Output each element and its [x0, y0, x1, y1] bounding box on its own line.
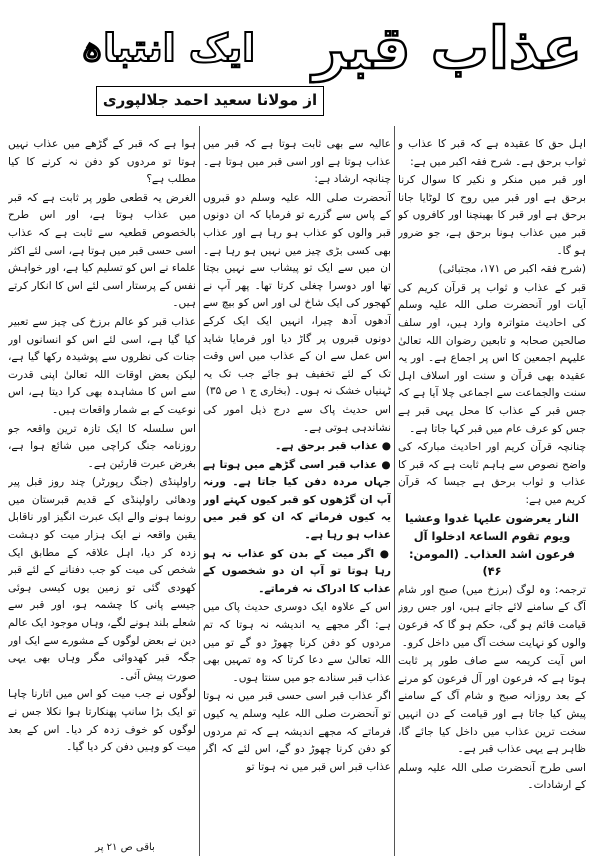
paragraph: چنانچہ قرآن کریم اور احادیث مبارکہ کی واضح نصوص سے ہاہم ثابت ہے کہ قبر کا عذاب و ثواب برحق ہے جیسا کہ قرآن کریم میں ہے: — [398, 441, 586, 506]
bullet-point: ● عذاب قبر برحق ہے۔ — [275, 440, 391, 453]
paragraph: اسی طرح آنحضرت صلی اللہ علیہ وسلم کے ارشادات۔ — [398, 761, 586, 792]
bullet-text: عذاب قبر برحق ہے۔ — [275, 440, 379, 453]
paragraph: عذاب قبر کو عالم برزخ کی چیز سے تعبیر کیا گیا ہے، اسی لئے اس کو انسانوں اور جنات کی نظروں سے پوشیدہ رکھا گیا ہے، لیکن بعض اوقات اللہ تعالیٰ اپنی قدرت سے اس کا مشاہدہ بھی کرا دیتا ہے، اس نوعیت کے بے شمار واقعات ہیں۔ — [8, 315, 196, 416]
article-subtitle: ایک انتباہ — [80, 26, 256, 70]
column-divider — [394, 126, 395, 856]
paragraph: اس آیت کریمہ سے صاف طور پر ثابت ہوتا ہے کہ فرعون اور آل فرعون کو مرنے کے بعد روزانہ صبح و شام آگ کے سامنے پیش کیا جاتا ہے اور قیامت کے دن انہیں سخت ترین عذاب میں داخل کیا جائے گا، ظاہر ہے یہی عذاب قبر ہے۔ — [398, 655, 586, 756]
bullet-text: عذاب قبر اسی گڑھے میں ہوتا ہے جہاں مردہ دفن کیا جاتا ہے۔ ورنہ آپ ان گڑھوں کو قبر کیوں کہتے اور یہ کیوں فرماتے کہ ان کو قبر میں عذاب ہو رہا ہے۔ — [203, 458, 391, 542]
text-column-right — [398, 136, 586, 848]
bullet-point: ● اگر میت کے بدن کو عذاب نہ ہو رہا ہوتا تو آپ ان دو شخصوں کے عذاب کا ادراک نہ فرماتے۔ — [203, 547, 391, 595]
bullet-text: اگر میت کے بدن کو عذاب نہ ہو رہا ہوتا تو آپ ان دو شخصوں کے عذاب کا ادراک نہ فرماتے۔ — [203, 547, 391, 595]
bullet-point: ● عذاب قبر اسی گڑھے میں ہوتا ہے جہاں مردہ دفن کیا جاتا ہے۔ ورنہ آپ ان گڑھوں کو قبر کیوں کہتے اور یہ کیوں فرماتے کہ ان کو قبر میں عذاب ہو رہا ہے۔ — [203, 458, 391, 542]
text-column-left — [8, 136, 196, 848]
paragraph: عالیہ سے بھی ثابت ہوتا ہے کہ قبر میں عذاب ہوتا ہے اور اسی قبر میں ہوتا ہے۔ چنانچہ ارشاد ہے: — [203, 138, 391, 186]
paragraph: اس حدیث پاک سے درج ذیل امور کی نشاندہی ہوتی ہے۔ — [203, 403, 391, 434]
citation: (شرح فقہ اکبر ص ۱۷۱، مجتبائی) — [438, 263, 586, 276]
paragraph: قبر کے عذاب و ثواب پر قرآن کریم کی آیات اور آنحضرت صلی اللہ علیہ وسلم کی احادیث متواترہ وارد ہیں، اور سلف صالحین صحابہ و تابعین رضوان اللہ تعالیٰ علیہم اجمعین کا اس پر اجماع ہے۔ اور یہ عقیدہ بھی قرآن و سنت اور اسلاف اہل سنت والجماعت سے اجماعی چلا آیا ہے کہ جس قبر کے عذاب کا محل یہی قبر ہے جس کو عرف عام میں قبر کہا جاتا ہے۔ — [398, 281, 586, 435]
paragraph: لوگوں نے جب میت کو اس میں اتارنا چاہا تو ایک بڑا سانپ پھنکارتا ہوا نکلا جس نے لوگوں کو خوف زدہ کر دیا۔ اس کے بعد میت کو وہیں دفن کر دیا گیا۔ — [8, 688, 196, 754]
paragraph: ترجمہ: وہ لوگ (برزخ میں) صبح اور شام آگ کے سامنے لائے جاتے ہیں، اور جس روز قیامت قائم ہو گی، حکم ہو گا کہ فرعون والوں کو نہایت سخت آگ میں داخل کرو۔ — [398, 583, 586, 649]
paragraph: اور قبر میں منکر و نکیر کا سوال کرنا برحق ہے اور قبر میں روح کا لوٹایا جانا برحق ہے اور قبر کا بھینچنا اور کافروں کو قبر میں عذاب ہونا برحق ہے، جو ضرور ہو گا۔ — [398, 174, 586, 257]
paragraph: اہل حق کا عقیدہ ہے کہ قبر کا عذاب و ثواب برحق ہے۔ شرح فقہ اکبر میں ہے: — [398, 138, 586, 168]
article-title: عذاب قبر — [312, 14, 582, 82]
column-divider — [199, 126, 200, 856]
paragraph: ہوا ہے کہ قبر کے گڑھے میں عذاب نہیں ہوتا تو مردوں کو دفن نہ کرنے کا کیا مطلب ہے؟ — [8, 138, 196, 186]
paragraph: اس سلسلہ کا ایک تازہ ترین واقعہ جو روزنامہ جنگ کراچی میں شائع ہوا ہے، بغرض عبرت قارئین ہے۔ — [8, 422, 196, 470]
paragraph: الغرض یہ قطعی طور پر ثابت ہے کہ قبر میں عذاب ہوتا ہے، اور اس طرح بالخصوص قطعیہ سے ثابت ہے کہ عذاب اسی حسی قبر میں ہوتا ہے، اسی لئے اکثر علماء نے اس کو تسلیم کیا ہے، اور خواہش نفس کے پرستار اسی لئے اس کا انکار کرتے ہیں۔ — [8, 191, 196, 310]
text-column-middle — [203, 136, 391, 848]
paragraph: اس کے علاوہ ایک دوسری حدیث پاک میں ہے: اگر مجھے یہ اندیشہ نہ ہوتا کہ تم مردوں کو دفن کرنا چھوڑ دو گے تو میں اللہ تعالیٰ سے دعا کرتا کہ وہ تمہیں بھی عذاب قبر سنادے جو میں سنتا ہوں۔ — [203, 601, 391, 684]
arabic-verse: النار یعرضون علیہا غدوا وعشیا ویوم تقوم الساعۃ ادخلوا آل فرعون اشد العذاب۔ (المومن: ۴۶) — [405, 511, 579, 579]
paragraph: راولپنڈی (جنگ رپورٹر) چند روز قبل پیر ودھائی راولپنڈی کے قدیم قبرستان میں رونما ہونے والے ایک عبرت انگیز اور ناقابل یقین واقعہ نے ایک ہزار میت کو دہشت زدہ کر دیا، اہل علاقہ کے مطابق ایک شخص کی میت کو جب دفنانے کے لئے قبر کھودی گئی تو زمین یوں کیسی ہوئی جیسے پانی کا چشمہ ہو، اور قبر سے شعلے بلند ہونے لگے، وہاں موجود ایک عالم دین نے بعض لوگوں کے مشورے سے ایک اور جگہ قبر کھدوائی مگر وہاں بھی یہی صورت پیش آئی۔ — [8, 476, 196, 682]
author-byline: از مولانا سعید احمد جلالپوری — [96, 86, 324, 116]
paragraph: آنحضرت صلی اللہ علیہ وسلم دو قبروں کے پاس سے گزرے تو فرمایا کہ ان دونوں قبر والوں کو عذاب ہو رہا ہے اور عذاب بھی کسی بڑی چیز میں نہیں ہو رہا ہے۔ ان میں سے ایک تو پیشاب سے نہیں بچتا تھا اور دوسرا چغلی کرتا تھا۔ پھر آپ نے کھجور کی ایک شاخ لی اور اس کو بیچ سے آدھوں آدھ چیرا، انہیں ایک ایک کرکے دونوں قبروں پر گاڑ دیا اور فرمایا شاید اس عمل سے ان کے عذاب میں اس وقت تک کے لئے تخفیف ہو جائے جب تک یہ ٹہنیاں خشک نہ ہوں۔ (بخاری ج ۱ ص ۳۵) — [203, 191, 391, 398]
continued-note: باقی ص ۲۱ پر — [95, 842, 155, 853]
paragraph: اگر عذاب قبر اسی حسی قبر میں نہ ہوتا تو آنحضرت صلی اللہ علیہ وسلم یہ کیوں فرماتے کہ مجھے اندیشہ ہے کہ تم مردوں کو دفن کرنا چھوڑ دو گے، اس لئے کہ اگر عذاب قبر اس قبر میں نہ ہوتا تو — [203, 690, 391, 773]
